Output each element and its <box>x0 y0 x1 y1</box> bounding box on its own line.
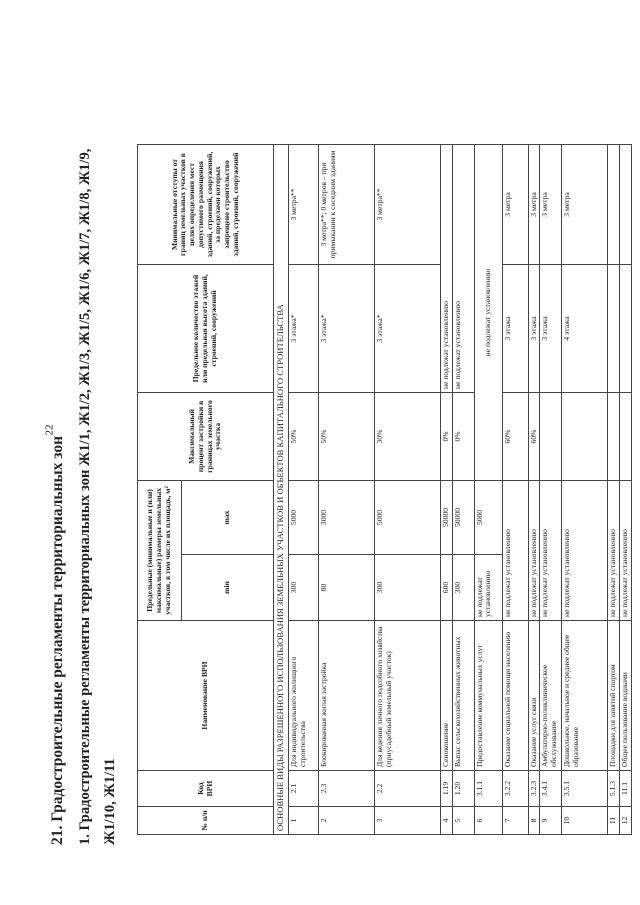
table-row: 2 2.3 Блокированная жилая застройка 80 3000 50% 3 этажа* 3 метра**; 0 метров – при примыкании к соседним зданиям <box>318 144 374 834</box>
table-row: 5 1.20 Выпас сельскохозяйственных животных 300 50000 0% не подлежат установлению <box>452 144 474 834</box>
rotated-page-content <box>49 45 630 845</box>
table-row: 6 3.1.1 Предоставление коммунальных услуг не подлежат установлению 5000 не подлежат установлению <box>474 144 502 834</box>
table-row: 3 2.2 Для ведения личного подсобного хозяйства (приусадебный земельный участок) 300 5000 30% 3 этажа* 3 метра** <box>374 144 440 834</box>
subsection-heading: 1. Градостроительные регламенты территориальных зон Ж1/1, Ж1/2, Ж1/3, Ж1/5, Ж1/6, Ж1/7, Ж1/8, Ж1/9, <box>77 148 93 845</box>
col-header-percent: Максимальный процент застройки в границах земельного участка <box>138 392 274 480</box>
col-header-floors: Предельное количество этажей или предельная высота зданий, строений, сооружений <box>138 264 274 392</box>
section-heading: 21. Градостроительные регламенты территориальных зон <box>49 435 66 845</box>
col-header-max: max <box>182 480 274 554</box>
table-row: 11 5.1.3 Площадки для занятий спортом не подлежат установлению <box>608 144 620 834</box>
col-header-setback: Минимальные отступы от границ земельных участков в целях определения мест допустимого размещения зданий, строений, сооружений, за пределами которых запрещено строительство зданий, строений, сооружений <box>138 144 274 264</box>
table-row: 4 1.19 Сенокошение 600 50000 0% не подлежат установлению <box>440 144 452 834</box>
table-row: 1 2.1 Для индивидуального жилищного строительства 300 5000 50% 3 этажа* 3 метра** <box>288 144 318 834</box>
col-header-num: № п/п <box>138 807 274 835</box>
regulations-table <box>137 144 632 835</box>
table-row: 8 3.2.3 Оказание услуг связи не подлежат установлению 60% 3 этажа 3 метра <box>528 144 540 834</box>
col-header-code: Код ВРИ <box>138 771 274 807</box>
col-header-name: Наименование ВРИ <box>138 621 274 771</box>
page-number: 22 <box>43 424 56 436</box>
table-row: 7 3.2.2 Оказание социальной помощи населению не подлежат установлению 60% 3 этажа 3 метра <box>502 144 528 834</box>
section-title: ОСНОВНЫЕ ВИДЫ РАЗРЕШЕННОГО ИСПОЛЬЗОВАНИЯ ЗЕМЕЛЬНЫХ УЧАСТКОВ И ОБЪЕКТОВ КАПИТАЛЬНОГО СТРОИТЕЛЬСТВА <box>274 144 289 834</box>
col-header-min: min <box>182 555 274 621</box>
col-header-size: Предельные (минимальные и (или) максимальные) размеры земельных участков, в том числе их площадь, м² <box>138 480 182 620</box>
subsection-heading-continued: Ж1/10, Ж1/11 <box>102 758 118 845</box>
table-row: 9 3.4.1 Амбулаторно-поликлиническое обслуживание не подлежат установлению 3 этажа 3 метра <box>540 144 562 834</box>
table-row: 10 3.5.1 Дошкольное, начальное и среднее общее образование не подлежат установлению 4 этажа 3 метра <box>562 144 608 834</box>
table-row: 12 11.1 Общее пользование водными не подлежат установлению <box>620 144 632 834</box>
